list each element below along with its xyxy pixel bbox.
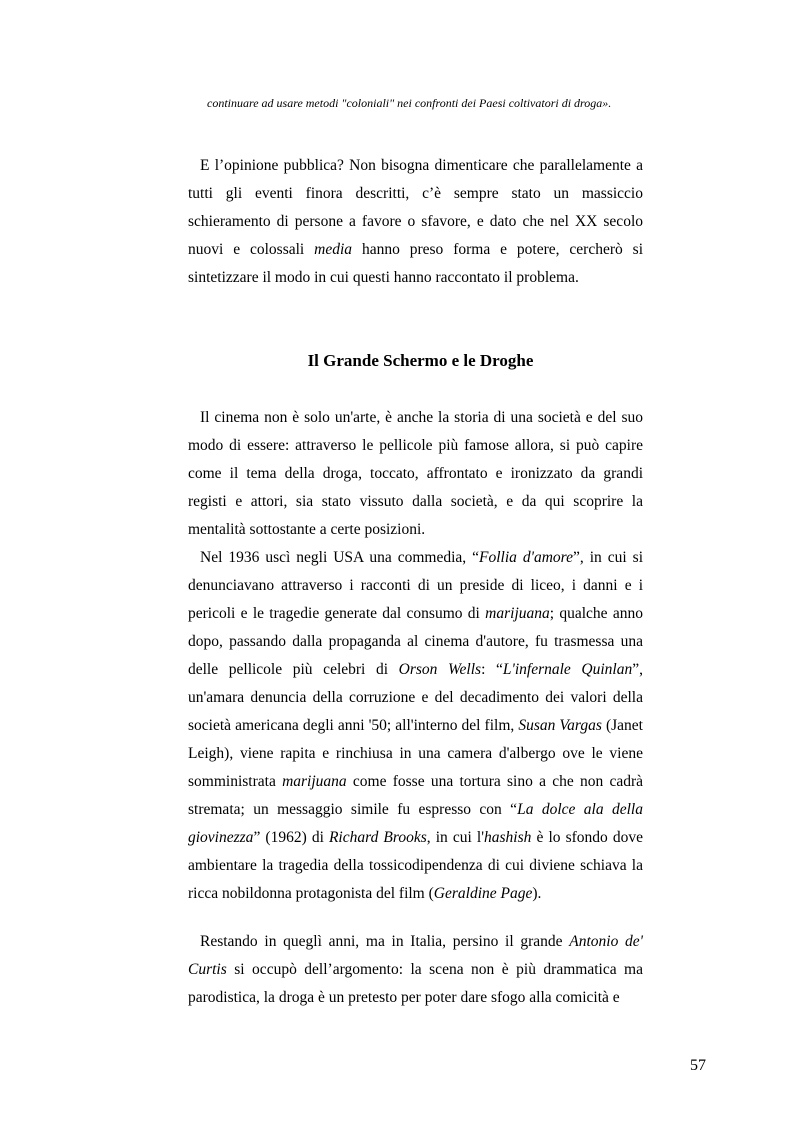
text-segment: (Janet Leigh), viene rapita e rinchiusa in una camera d'albergo ove le viene somministrata [188, 717, 643, 790]
section-heading: Il Grande Schermo e le Droghe [307, 351, 534, 370]
text-segment: ; qualche anno dopo, passando dalla propaganda al cinema d'autore, fu trasmessa una delle pellicole più celebri di [188, 605, 643, 678]
intro-paragraph [188, 152, 643, 292]
text-segment: ). [532, 885, 542, 902]
film-title-quinlan: L'infernale Quinlan [502, 661, 633, 678]
director-orson-wells: Orson Wells [398, 661, 482, 678]
intro-media-term: media [314, 241, 353, 258]
text-segment: come fosse una tortura sino a che non cadrà stremata; un messaggio simile fu espresso con “ [188, 773, 643, 818]
film-title-dolce-ala: La dolce ala della giovinezza [188, 801, 643, 846]
block-quote: continuare ad usare metodi "coloniali" nei confronti dei Paesi coltivatori di droga». [207, 96, 612, 110]
character-susan-vargas: Susan Vargas [518, 717, 602, 734]
actor-antonio-de-curtis: Antonio de' Curtis [188, 933, 643, 978]
film-title-follia: Follia d'amore [479, 549, 573, 566]
term-marijuana: marijuana [282, 773, 347, 790]
text-segment: Restando in queglì anni, ma in Italia, persino il grande [200, 933, 570, 950]
actress-geraldine-page: Geraldine Page [433, 885, 533, 902]
text-segment: : “ [481, 661, 503, 678]
page-number: 57 [690, 1057, 706, 1074]
text-segment: ” (1962) di [253, 829, 329, 846]
paragraph-films [188, 544, 643, 908]
text-segment: si occupò dell’argomento: la scena non è più drammatica ma parodistica, la droga è un pretesto per poter dare sfogo alla comicità e [188, 961, 643, 1006]
intro-text-2: hanno preso forma e potere, cercherò si sintetizzare il modo in cui questi hanno raccontato il problema. [188, 241, 644, 286]
term-hashish: hashish [484, 829, 532, 846]
text-segment: Nel 1936 uscì negli USA una commedia, “ [200, 549, 480, 566]
text-segment: ”, in cui si denunciavano attraverso i racconti di un preside di liceo, i danni e i pericoli e le tragedie generate dal consumo di [188, 549, 644, 622]
text-segment: , in cui l' [426, 829, 485, 846]
paragraph-cinema: Il cinema non è solo un'arte, è anche la storia di una società e del suo modo di essere: attraverso le pellicole più famose allora, si può capire come il tema della droga, toccato, affrontato e ironizzato da grandi registi e attori, sia stato vissuto dalla società, e da qui scoprire la mentalità sottostante a certe posizioni. [188, 409, 643, 538]
paragraph-italy [188, 928, 643, 1012]
term-marijuana: marijuana [485, 605, 550, 622]
director-richard-brooks: Richard Brooks [328, 829, 427, 846]
text-segment: è lo sfondo dove ambientare la tragedia della tossicodipendenza di cui diviene schiava la ricca nobildonna protagonista del film ( [188, 829, 644, 902]
intro-text-1: E l’opinione pubblica? Non bisogna dimenticare che parallelamente a tutti gli eventi finora descritti, c’è sempre stato un massiccio schieramento di persone a favore o sfavore, e dato che nel XX secolo nuovi e colossali [188, 157, 643, 258]
text-segment: ”, un'amara denuncia della corruzione e del decadimento dei valori della società americana degli anni '50; all'interno del film, [188, 661, 644, 734]
